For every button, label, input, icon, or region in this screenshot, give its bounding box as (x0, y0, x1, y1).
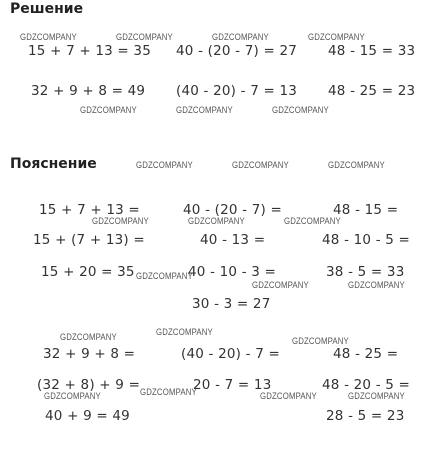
explain-a-col1-line1: 15 + 7 + 13 = (39, 202, 140, 218)
watermark: GDZCOMPANY (44, 391, 101, 402)
watermark: GDZCOMPANY (92, 216, 149, 227)
watermark: GDZCOMPANY (212, 32, 269, 43)
watermark: GDZCOMPANY (232, 160, 289, 171)
watermark: GDZCOMPANY (116, 32, 173, 43)
explain-a-col3-line1: 48 - 15 = (333, 202, 399, 218)
watermark: GDZCOMPANY (328, 160, 385, 171)
explain-a-col3-line2: 48 - 10 - 5 = (322, 232, 411, 248)
solution-eq-5: (40 - 20) - 7 = 13 (176, 83, 298, 99)
solution-eq-1: 15 + 7 + 13 = 35 (28, 43, 152, 59)
watermark: GDZCOMPANY (252, 280, 309, 291)
explain-b-col3-line1: 48 - 25 = (333, 346, 399, 362)
solution-heading: Решение (10, 1, 84, 17)
watermark: GDZCOMPANY (284, 216, 341, 227)
watermark: GDZCOMPANY (188, 216, 245, 227)
explain-b-col3-line3: 28 - 5 = 23 (326, 408, 405, 424)
watermark: GDZCOMPANY (156, 327, 213, 338)
watermark: GDZCOMPANY (348, 280, 405, 291)
watermark: GDZCOMPANY (136, 271, 193, 282)
explain-a-col2-line2: 40 - 13 = (200, 232, 266, 248)
watermark: GDZCOMPANY (292, 336, 349, 347)
watermark: GDZCOMPANY (348, 391, 405, 402)
solution-eq-2: 40 - (20 - 7) = 27 (176, 43, 298, 59)
watermark: GDZCOMPANY (260, 391, 317, 402)
watermark: GDZCOMPANY (60, 332, 117, 343)
explain-a-col2-line3: 40 - 10 - 3 = (188, 264, 277, 280)
explain-b-col2-line2: 20 - 7 = 13 (193, 377, 272, 393)
watermark: GDZCOMPANY (20, 32, 77, 43)
explain-b-col1-line1: 32 + 9 + 8 = (43, 346, 136, 362)
explanation-heading: Пояснение (10, 156, 97, 172)
solution-eq-4: 32 + 9 + 8 = 49 (31, 83, 146, 99)
watermark: GDZCOMPANY (80, 105, 137, 116)
watermark: GDZCOMPANY (308, 32, 365, 43)
explain-a-col3-line3: 38 - 5 = 33 (326, 264, 405, 280)
explain-a-col2-line1: 40 - (20 - 7) = (183, 202, 282, 218)
watermark: GDZCOMPANY (176, 105, 233, 116)
watermark: GDZCOMPANY (272, 105, 329, 116)
explain-b-col1-line3: 40 + 9 = 49 (45, 408, 130, 424)
explain-a-col1-line2: 15 + (7 + 13) = (33, 232, 145, 248)
explain-b-col2-line1: (40 - 20) - 7 = (181, 346, 280, 362)
explain-a-col1-line3: 15 + 20 = 35 (41, 264, 135, 280)
explain-a-col2-line4: 30 - 3 = 27 (192, 296, 271, 312)
explain-b-col3-line2: 48 - 20 - 5 = (322, 377, 411, 393)
explain-b-col1-line2: (32 + 8) + 9 = (37, 377, 141, 393)
solution-eq-3: 48 - 15 = 33 (328, 43, 416, 59)
solution-eq-6: 48 - 25 = 23 (328, 83, 416, 99)
watermark: GDZCOMPANY (136, 160, 193, 171)
watermark: GDZCOMPANY (140, 387, 197, 398)
